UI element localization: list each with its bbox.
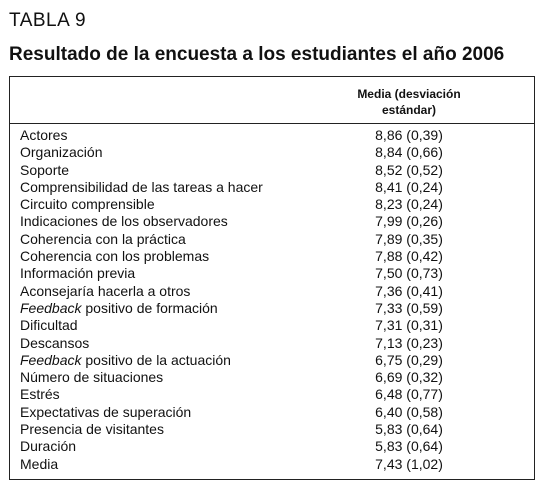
row-label: Actores (20, 127, 68, 143)
row-label: Número de situaciones (20, 369, 164, 386)
row-value: 7,89 (0,35) (375, 230, 443, 247)
table-row (10, 196, 534, 213)
row-label-italic: Feedback (20, 351, 82, 368)
table-row (10, 265, 534, 282)
row-label-italic: Feedback (20, 299, 82, 316)
table-row (10, 438, 534, 455)
results-table (9, 76, 535, 480)
row-label: Información previa (20, 265, 136, 282)
row-label: Coherencia con los problemas (20, 248, 210, 265)
table-row (10, 317, 534, 334)
header-divider (10, 123, 534, 124)
table-row (10, 335, 534, 352)
row-label-text: positivo de formación (81, 299, 218, 316)
row-label: Indicaciones de los observadores (20, 213, 228, 230)
table-row (10, 179, 534, 196)
row-value: 7,88 (0,42) (375, 248, 443, 265)
column-header-mean: Media (desviación estándar) (357, 87, 461, 117)
row-label (20, 352, 231, 369)
row-value: 7,13 (0,23) (375, 334, 443, 351)
row-label: Aconsejaría hacerla a otros (20, 282, 191, 299)
row-label: Presencia de visitantes (20, 421, 164, 438)
row-value: 7,43 (1,02) (375, 455, 443, 472)
row-label: Comprensibilidad de las tareas a hacer (20, 178, 263, 195)
row-label: Soporte (20, 161, 70, 178)
row-value: 8,52 (0,52) (375, 161, 443, 178)
table-row (10, 144, 534, 161)
table-row (10, 231, 534, 248)
row-value: 8,41 (0,24) (375, 178, 443, 195)
table-row (10, 213, 534, 230)
row-label: Coherencia con la práctica (20, 230, 186, 247)
row-label: Media (20, 455, 59, 472)
table-row (10, 162, 534, 179)
row-value: 6,48 (0,77) (375, 386, 443, 403)
table-row (10, 300, 534, 317)
table-row (10, 127, 534, 144)
row-value: 7,31 (0,31) (375, 317, 443, 334)
table-row (10, 386, 534, 403)
row-value: 7,50 (0,73) (375, 265, 443, 282)
row-label: Descansos (20, 334, 90, 351)
row-label: Duración (20, 438, 77, 455)
row-label (20, 300, 218, 317)
table-row (10, 352, 534, 369)
row-value: 6,69 (0,32) (375, 369, 443, 386)
row-value: 8,23 (0,24) (375, 196, 443, 213)
row-label: Circuito comprensible (20, 196, 155, 213)
table-row (10, 421, 534, 438)
table-title: Resultado de la encuesta a los estudiantes el año 2006 (9, 44, 505, 65)
table-row (10, 248, 534, 265)
row-value: 8,86 (0,39) (375, 127, 443, 143)
row-value: 5,83 (0,64) (375, 438, 443, 455)
row-label-text: positivo de la actuación (81, 351, 231, 368)
table-body (10, 127, 534, 473)
row-value: 7,99 (0,26) (375, 213, 443, 230)
row-label: Estrés (20, 386, 60, 403)
table-row (10, 369, 534, 386)
table-number-label: TABLA 9 (9, 10, 87, 31)
row-label: Expectativas de superación (20, 403, 192, 420)
table-row (10, 456, 534, 473)
row-value: 8,84 (0,66) (375, 144, 443, 161)
row-label: Organización (20, 144, 103, 161)
row-value: 5,83 (0,64) (375, 421, 443, 438)
row-value: 7,33 (0,59) (375, 299, 443, 316)
row-value: 6,40 (0,58) (375, 403, 443, 420)
table-row (10, 283, 534, 300)
table-row (10, 404, 534, 421)
row-value: 7,36 (0,41) (375, 282, 443, 299)
row-label: Dificultad (20, 317, 78, 334)
row-value: 6,75 (0,29) (375, 351, 443, 368)
